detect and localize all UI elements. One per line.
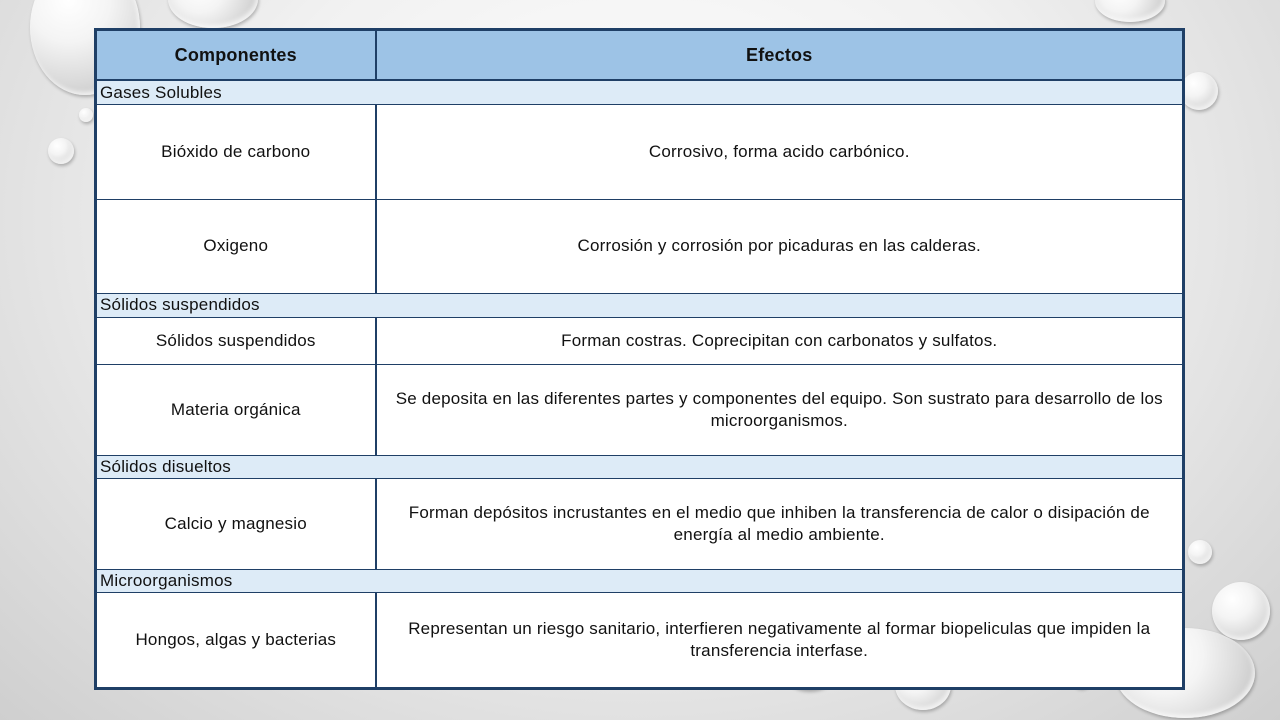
table-header-row [97,31,1183,81]
section-title: Sólidos disueltos [97,455,1183,478]
effects-table [96,30,1183,688]
effect-cell: Se deposita en las diferentes partes y componentes del equipo. Son sustrato para desarrollo de los microorganismos. [376,365,1183,456]
component-cell: Sólidos suspendidos [97,317,376,364]
component-cell: Materia orgánica [97,365,376,456]
water-drop-decoration [1180,72,1218,110]
effect-cell: Forman depósitos incrustantes en el medio que inhiben la transferencia de calor o disipación de energía al medio ambiente. [376,479,1183,570]
effect-cell: Corrosión y corrosión por picaduras en las calderas. [376,199,1183,294]
section-row [97,455,1183,478]
section-row [97,294,1183,317]
component-cell: Hongos, algas y bacterias [97,593,376,688]
table-row [97,317,1183,364]
section-row [97,569,1183,592]
header-components: Componentes [97,31,376,81]
water-drop-decoration [79,108,93,122]
water-components-table [94,28,1185,690]
component-cell: Bióxido de carbono [97,104,376,199]
section-title: Gases Solubles [97,80,1183,104]
table-row [97,593,1183,688]
water-drop-decoration [1095,0,1165,22]
effect-cell: Forman costras. Coprecipitan con carbonatos y sulfatos. [376,317,1183,364]
section-title: Microorganismos [97,569,1183,592]
water-drop-decoration [168,0,258,28]
water-drop-decoration [48,138,74,164]
component-cell: Calcio y magnesio [97,479,376,570]
table-row [97,199,1183,294]
table-row [97,365,1183,456]
header-effects: Efectos [376,31,1183,81]
section-title: Sólidos suspendidos [97,294,1183,317]
water-drop-decoration [1188,540,1212,564]
section-row [97,80,1183,104]
component-cell: Oxigeno [97,199,376,294]
table-row [97,479,1183,570]
table-row [97,104,1183,199]
water-drop-decoration [1212,582,1270,640]
effect-cell: Corrosivo, forma acido carbónico. [376,104,1183,199]
effect-cell: Representan un riesgo sanitario, interfieren negativamente al formar biopeliculas que impiden la transferencia interfase. [376,593,1183,688]
